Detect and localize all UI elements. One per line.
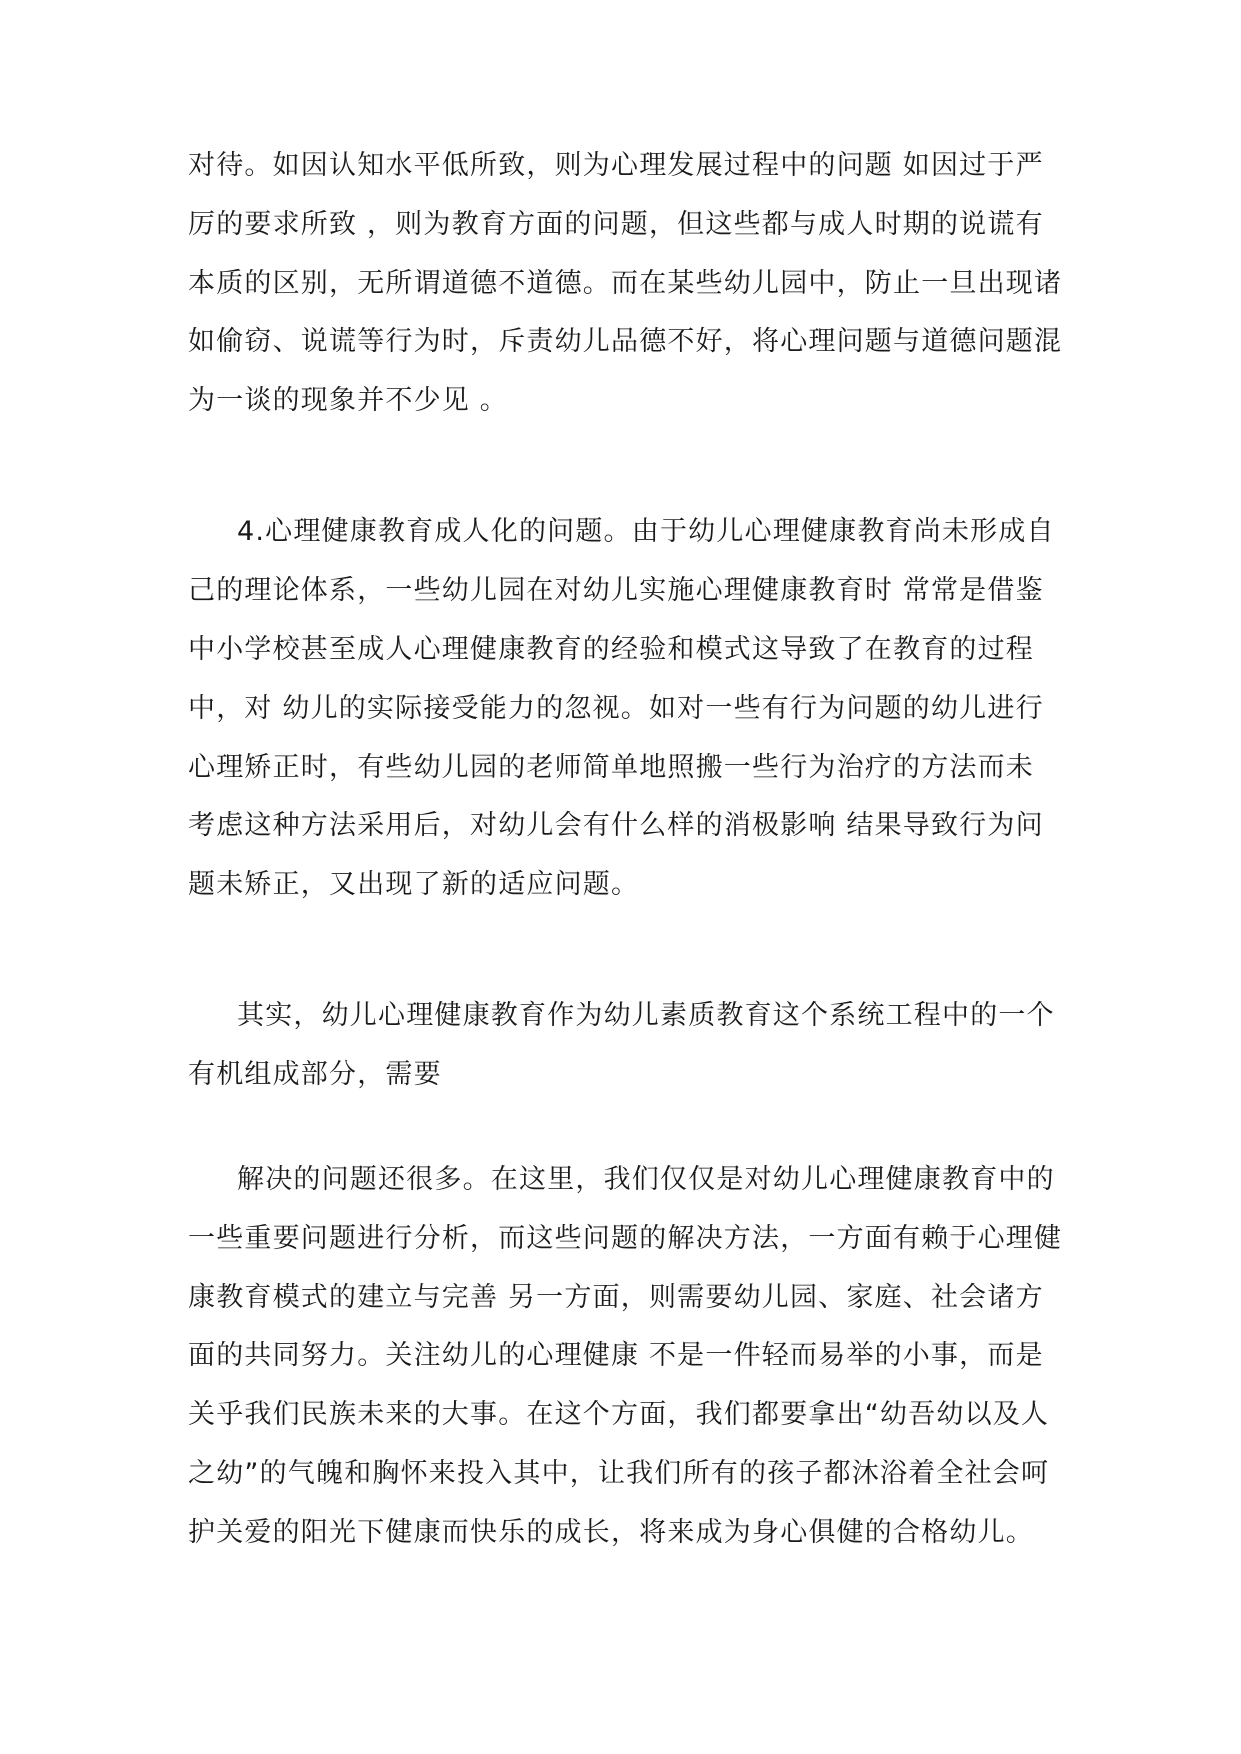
- text-line: 解决的问题还很多。在这里，我们仅仅是对幼儿心理健康教育中的: [237, 1164, 1055, 1195]
- text-line: 如偷窃、说谎等行为时，斥责幼儿品德不好，将心理问题与道德问题混: [188, 326, 1063, 357]
- text-line: 有机组成部分，需要: [188, 1059, 442, 1090]
- text-line: 护关爱的阳光下健康而快乐的成长，将来成为身心俱健的合格幼儿。: [188, 1517, 1034, 1548]
- text-line: 之幼”的气魄和胸怀来投入其中，让我们所有的孩子都沐浴着全社会呵: [188, 1458, 1050, 1489]
- text-line: 一些重要问题进行分析，而这些问题的解决方法，一方面有赖于心理健: [188, 1223, 1063, 1254]
- text-line: 厉的要求所致 ，则为教育方面的问题，但这些都与成人时期的说谎有: [188, 209, 1044, 240]
- text-line: 考虑这种方法采用后，对幼儿会有什么样的消极影响 结果导致行为问: [188, 810, 1044, 841]
- text-line: 关乎我们民族未来的大事。在这个方面，我们都要拿出“幼吾幼以及人: [188, 1399, 1050, 1430]
- text-line: 面的共同努力。关注幼儿的心理健康 不是一件轻而易举的小事，而是: [188, 1340, 1044, 1371]
- text-line: 本质的区别，无所谓道德不道德。而在某些幼儿园中，防止一旦出现诸: [188, 268, 1063, 299]
- text-line: 题未矫正，又出现了新的适应问题。: [188, 869, 640, 900]
- text-line: 4.心理健康教育成人化的问题。由于幼儿心理健康教育尚未形成自: [237, 516, 1055, 547]
- text-line: 己的理论体系，一些幼儿园在对幼儿实施心理健康教育时 常常是借鉴: [188, 575, 1044, 606]
- text-line: 其实，幼儿心理健康教育作为幼儿素质教育这个系统工程中的一个: [237, 1000, 1055, 1031]
- text-line: 中小学校甚至成人心理健康教育的经验和模式这导致了在教育的过程: [188, 634, 1034, 665]
- text-line: 对待。如因认知水平低所致，则为心理发展过程中的问题 如因过于严: [188, 150, 1044, 181]
- text-line: 为一谈的现象并不少见 。: [188, 385, 508, 416]
- text-line: 心理矫正时，有些幼儿园的老师简单地照搬一些行为治疗的方法而未: [188, 752, 1034, 783]
- text-line: 中，对 幼儿的实际接受能力的忽视。如对一些有行为问题的幼儿进行: [188, 693, 1044, 724]
- text-line: 康教育模式的建立与完善 另一方面，则需要幼儿园、家庭、社会诸方: [188, 1282, 1044, 1313]
